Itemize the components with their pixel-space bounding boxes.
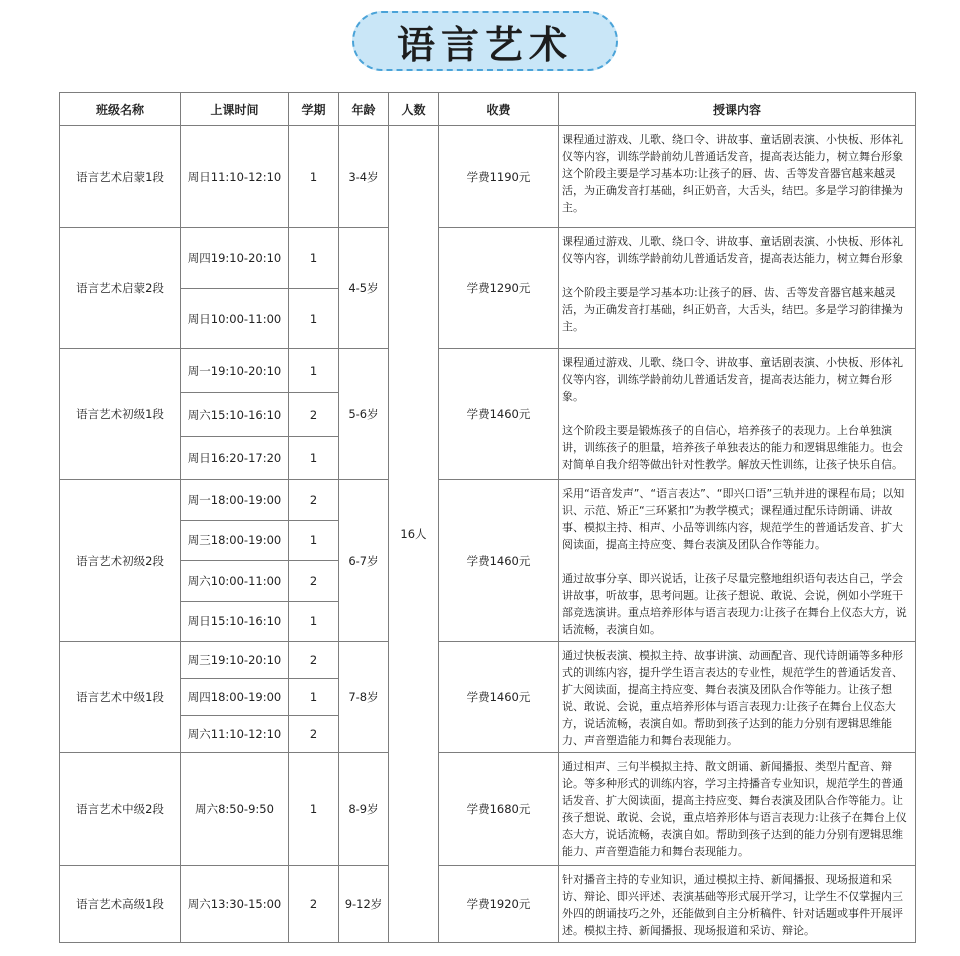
table-row [60,126,916,228]
class-name-cell: 语言艺术启蒙2段 [60,228,181,349]
age-cell: 3-4岁 [339,126,389,228]
age-cell: 6-7岁 [339,480,389,642]
time-cell: 周三18:00-19:00 [181,520,289,561]
paragraph-gap [562,267,912,284]
term-cell: 2 [289,716,339,753]
time-cell: 周六13:30-15:00 [181,866,289,943]
class-name-cell: 语言艺术中级2段 [60,753,181,866]
content-paragraph: 课程通过游戏、儿歌、绕口令、讲故事、童话剧表演、小快板、形体礼仪等内容，训练学龄前幼儿普通话发音，提高表达能力，树立舞台形象 [562,235,903,265]
term-cell: 2 [289,393,339,437]
content-cell [559,349,916,480]
table-row [60,642,916,679]
class-name-cell: 语言艺术高级1段 [60,866,181,943]
term-cell: 1 [289,520,339,561]
time-cell: 周六10:00-11:00 [181,561,289,602]
fee-cell: 学费1290元 [439,228,559,349]
class-name-cell: 语言艺术初级2段 [60,480,181,642]
term-cell: 2 [289,561,339,602]
age-cell: 5-6岁 [339,349,389,480]
page-title: 语言艺术 [396,22,573,67]
term-cell: 1 [289,601,339,642]
content-paragraph: 这个阶段主要是学习基本功:让孩子的唇、齿、舌等发音器官越来越灵活，为正确发音打基础，纠正奶音，大舌头，结巴。多是学习韵律操为主。 [562,286,903,333]
fee-cell: 学费1460元 [439,642,559,753]
header-row [60,93,916,126]
header-term: 学期 [289,93,339,126]
term-cell: 1 [289,753,339,866]
fee-cell: 学费1460元 [439,349,559,480]
content-paragraph: 这个阶段主要是锻炼孩子的自信心，培养孩子的表现力。上台单独演讲，训练孩子的胆量，培养孩子单独表达的能力和逻辑思维能力。也会对简单自我介绍等做出针对性教学。解放天性训练，让孩子快乐自信。 [562,424,903,471]
content-paragraph: 通过相声、三句半模拟主持、散文朗诵、新闻播报、类型片配音、辩论。等多种形式的训练内容，学习主持播音专业知识，规范学生的普通话发音、扩大阅读面，提高主持应变、舞台表演及团队合作等能力。让孩子想说、敢说、会说，重点培养形体与语言表现力:让孩子在舞台上仪态大方，说话流畅，表演自如。帮助到孩子达到的能力分别有逻辑思维能力、声音塑造能力和舞台表现能力。 [562,760,907,858]
term-cell: 1 [289,437,339,480]
title-banner [352,11,618,71]
content-cell [559,228,916,349]
table-row [60,866,916,943]
term-cell: 1 [289,126,339,228]
content-paragraph: 通过故事分享、即兴说话，让孩子尽量完整地组织语句表达自己，学会讲故事，听故事，思考问题。让孩子想说、敢说、会说，例如小学班干部竞选演讲。重点培养形体与语言表现力:让孩子在舞台上仪态大方，说话流畅，表演自如。 [562,572,907,636]
time-cell: 周四19:10-20:10 [181,228,289,289]
content-paragraph: 针对播音主持的专业知识，通过模拟主持、新闻播报、现场报道和采访、辩论、即兴评述、表演基础等形式展开学习，让学生不仅掌握内三外四的朗诵技巧之外，还能做到自主分析稿件、针对话题或事件开展评述。模拟主持、新闻播报、现场报道和采访、辩论。 [562,873,903,937]
time-cell: 周六11:10-12:10 [181,716,289,753]
header-content: 授课内容 [559,93,916,126]
fee-cell: 学费1920元 [439,866,559,943]
age-cell: 4-5岁 [339,228,389,349]
time-cell: 周一19:10-20:10 [181,349,289,393]
time-cell: 周日15:10-16:10 [181,601,289,642]
time-cell: 周四18:00-19:00 [181,678,289,716]
term-cell: 1 [289,349,339,393]
table-row [60,349,916,393]
class-name-cell: 语言艺术初级1段 [60,349,181,480]
fee-cell: 学费1460元 [439,480,559,642]
time-cell: 周日10:00-11:00 [181,289,289,349]
header-capacity: 人数 [389,93,439,126]
paragraph-gap [562,405,912,422]
term-cell: 2 [289,642,339,679]
class-name-cell: 语言艺术启蒙1段 [60,126,181,228]
fee-cell: 学费1680元 [439,753,559,866]
term-cell: 2 [289,866,339,943]
content-cell [559,866,916,943]
term-cell: 1 [289,289,339,349]
table-row [60,753,916,866]
time-cell: 周日16:20-17:20 [181,437,289,480]
table-row [60,480,916,521]
schedule-table [59,92,916,943]
time-cell: 周六8:50-9:50 [181,753,289,866]
content-paragraph: 采用“语音发声”、“语言表达”、“即兴口语”三轨并进的课程布局；以知识、示范、矫正“三环紧扣”为教学模式；课程通过配乐诗朗诵、讲故事、模拟主持、相声、小品等训练内容，规范学生的普通话发音、扩大阅读面，提高主持应变、舞台表演及团队合作等能力。 [562,487,905,551]
header-fee: 收费 [439,93,559,126]
age-cell: 9-12岁 [339,866,389,943]
content-paragraph: 课程通过游戏、儿歌、绕口令、讲故事、童话剧表演、小快板、形体礼仪等内容，训练学龄前幼儿普通话发音，提高表达能力，树立舞台形象这个阶段主要是学习基本功:让孩子的唇、齿、舌等发音器官越来越灵活，为正确发音打基础，纠正奶音，大舌头，结巴。多是学习韵律操为主。 [562,133,903,214]
content-cell [559,753,916,866]
content-paragraph: 通过快板表演、模拟主持、故事讲演、动画配音、现代诗朗诵等多种形式的训练内容，提升学生语言表达的专业性，规范学生的普通话发音、扩大阅读面，提高主持应变、舞台表演及团队合作等能力。让孩子想说、敢说、会说，重点培养形体与语言表现力:让孩子在舞台上仪态大方，说话流畅，表演自如。帮助到孩子达到的能力分别有逻辑思维能力、声音塑造能力和舞台表现能力。 [562,649,903,747]
content-cell [559,480,916,642]
term-cell: 2 [289,480,339,521]
term-cell: 1 [289,228,339,289]
header-class-name: 班级名称 [60,93,181,126]
header-age: 年龄 [339,93,389,126]
content-cell [559,126,916,228]
content-paragraph: 课程通过游戏、儿歌、绕口令、讲故事、童话剧表演、小快板、形体礼仪等内容，训练学龄前幼儿普通话发音，提高表达能力，树立舞台形象。 [562,356,903,403]
class-name-cell: 语言艺术中级1段 [60,642,181,753]
age-cell: 7-8岁 [339,642,389,753]
table-row [60,228,916,289]
paragraph-gap [562,553,912,570]
time-cell: 周日11:10-12:10 [181,126,289,228]
term-cell: 1 [289,678,339,716]
capacity-cell: 16人 [389,126,439,943]
fee-cell: 学费1190元 [439,126,559,228]
age-cell: 8-9岁 [339,753,389,866]
time-cell: 周六15:10-16:10 [181,393,289,437]
content-cell [559,642,916,753]
time-cell: 周一18:00-19:00 [181,480,289,521]
header-time: 上课时间 [181,93,289,126]
time-cell: 周三19:10-20:10 [181,642,289,679]
